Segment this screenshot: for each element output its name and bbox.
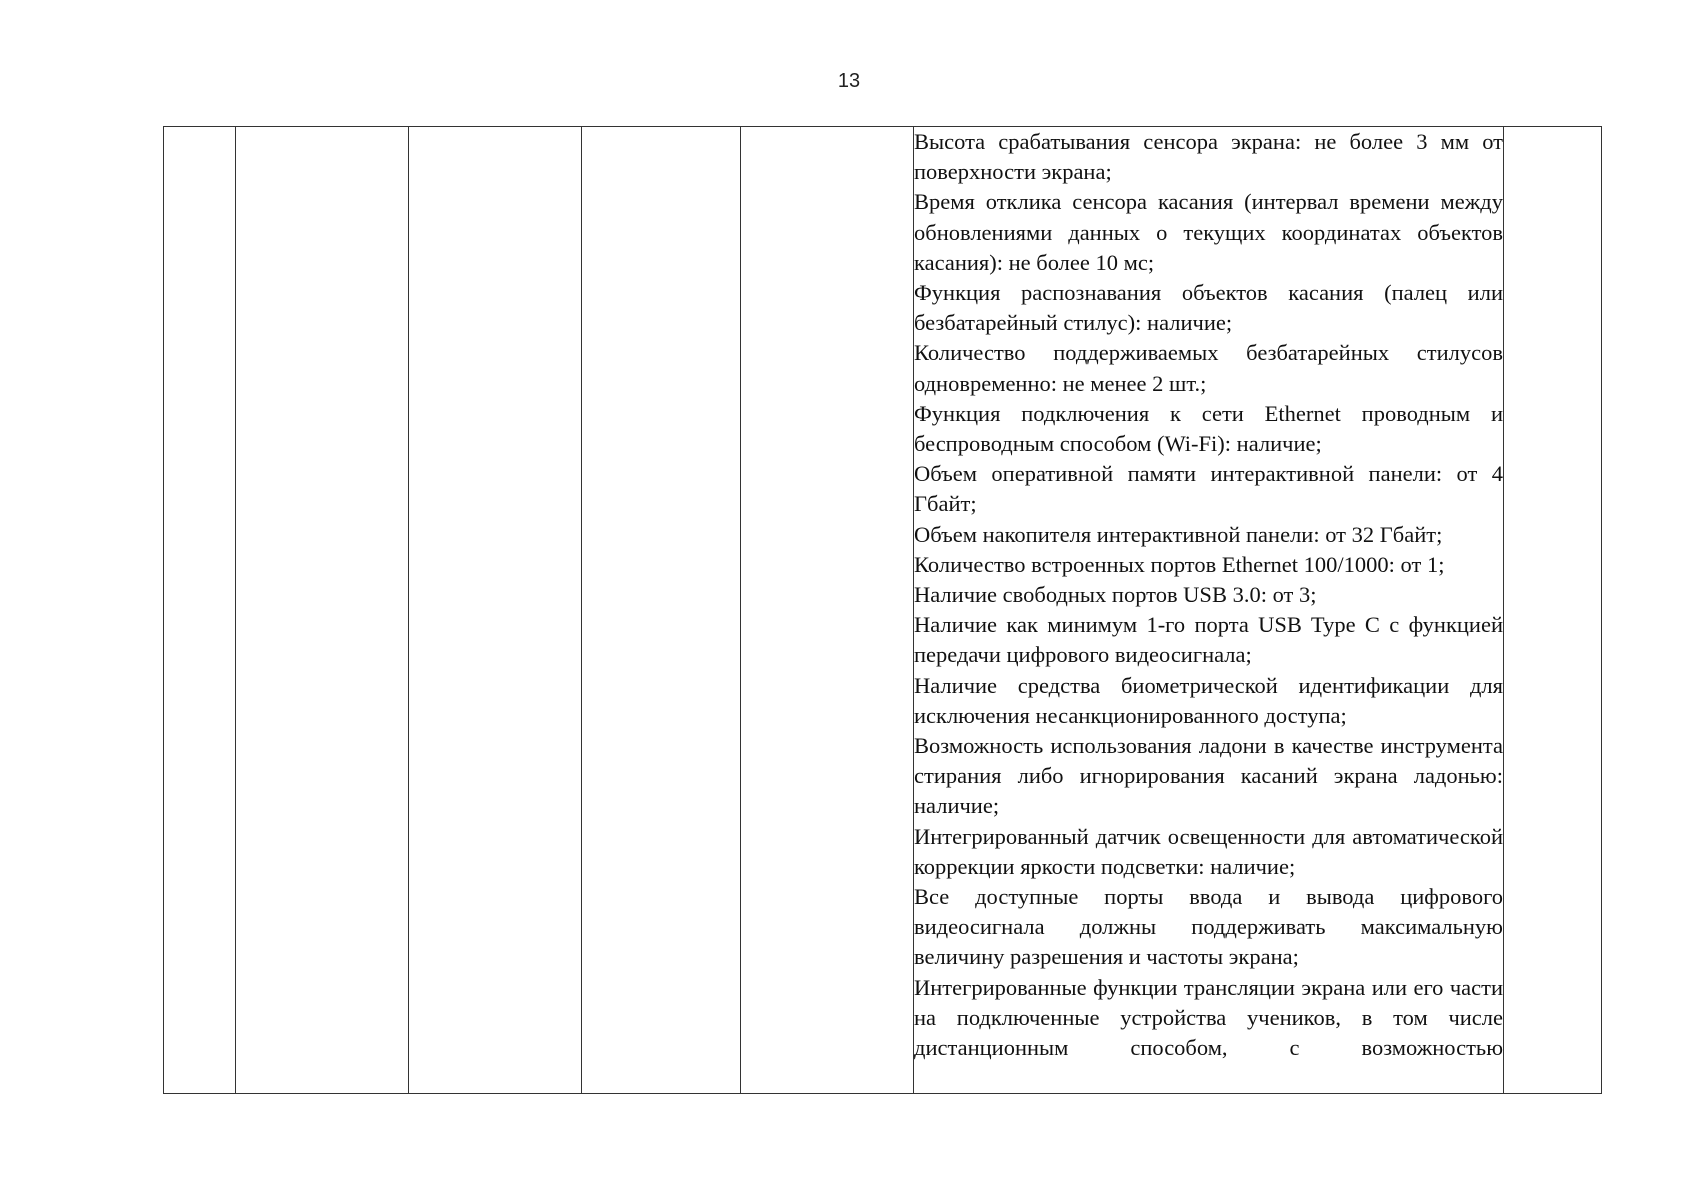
table-row	[164, 127, 1602, 1094]
spec-line: Наличие средства биометрической идентификации для исключения несанкционированного доступа;	[914, 672, 1503, 728]
table-cell-col-4	[582, 127, 741, 1094]
specification-table	[163, 126, 1602, 1094]
page-number: 13	[837, 70, 861, 92]
spec-line: Объем оперативной памяти интерактивной панели: от 4 Гбайт;	[914, 461, 1503, 517]
spec-line: Количество поддерживаемых безбатарейных стилусов одновременно: не менее 2 шт.;	[914, 340, 1503, 396]
spec-line: Интегрированный датчик освещенности для автоматической коррекции яркости подсветки: наличие;	[914, 823, 1503, 879]
spec-line: Наличие свободных портов USB 3.0: от 3;	[914, 582, 1317, 608]
spec-line: Количество встроенных портов Ethernet 100/1000: от 1;	[914, 551, 1445, 577]
table-cell-col-5	[741, 127, 914, 1094]
spec-line: Высота срабатывания сенсора экрана: не более 3 мм от поверхности экрана;	[914, 129, 1503, 185]
table-cell-col-1	[164, 127, 236, 1094]
table-cell-col-2	[236, 127, 409, 1094]
spec-line: Все доступные порты ввода и вывода цифрового видеосигнала должны поддерживать максимальную величину разрешения и частоты экрана;	[914, 884, 1503, 970]
spec-line: Возможность использования ладони в качестве инструмента стирания либо игнорирования касаний экрана ладонью: наличие;	[914, 733, 1503, 819]
table-cell-specifications	[914, 127, 1504, 1094]
spec-line: Объем накопителя интерактивной панели: от 32 Гбайт;	[914, 521, 1443, 547]
spec-line: Наличие как минимум 1-го порта USB Type C с функцией передачи цифрового видеосигнала;	[914, 612, 1503, 668]
table-cell-col-3	[409, 127, 582, 1094]
spec-line: Интегрированные функции трансляции экрана или его части на подключенные устройства учеников, в том числе дистанционным способом, с возможностью	[914, 974, 1503, 1061]
spec-line: Функция распознавания объектов касания (палец или безбатарейный стилус): наличие;	[914, 280, 1503, 336]
table-cell-col-7	[1504, 127, 1602, 1094]
spec-line: Время отклика сенсора касания (интервал времени между обновлениями данных о текущих координатах объектов касания): не более 10 мс;	[914, 189, 1503, 275]
spec-line: Функция подключения к сети Ethernet проводным и беспроводным способом (Wi-Fi): наличие;	[914, 400, 1503, 457]
